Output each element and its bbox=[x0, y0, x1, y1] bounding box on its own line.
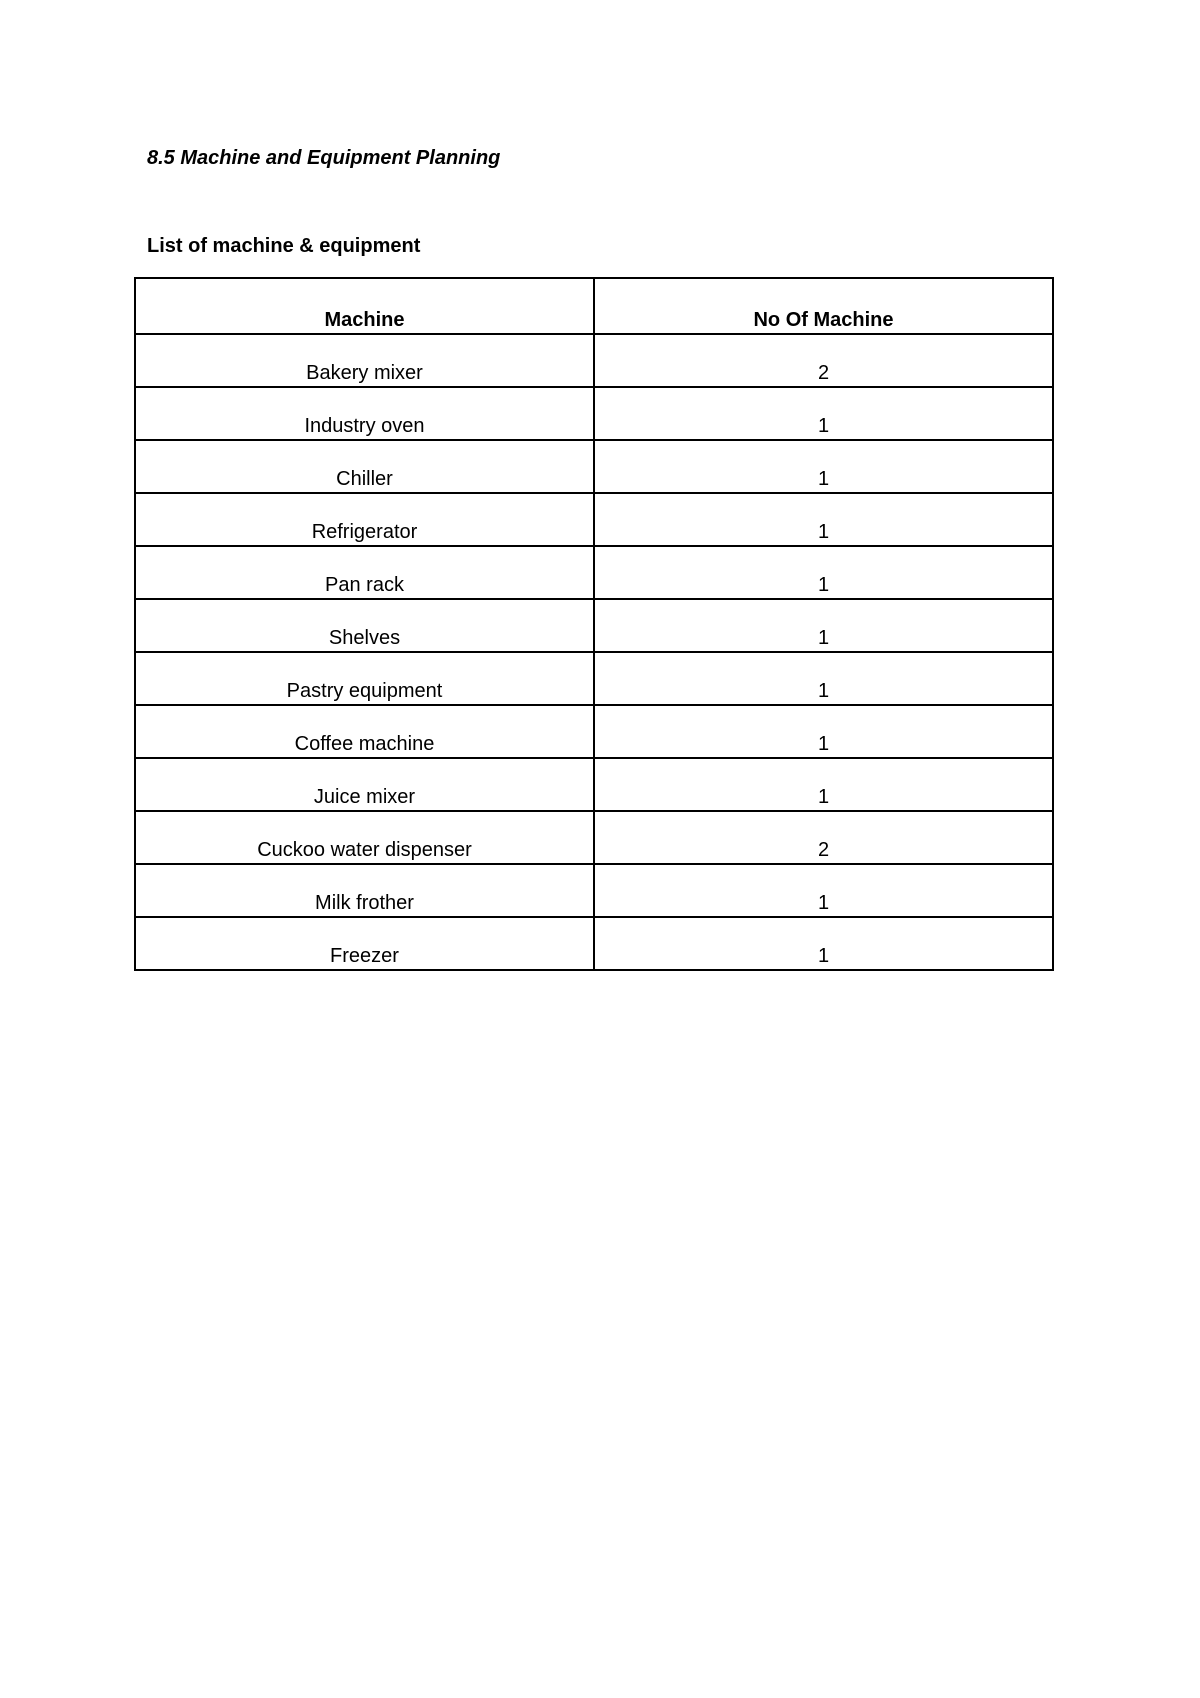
table-row bbox=[135, 440, 1053, 493]
count-cell: 1 bbox=[594, 546, 1053, 599]
machine-cell: Juice mixer bbox=[135, 758, 594, 811]
count-cell: 1 bbox=[594, 864, 1053, 917]
count-cell: 1 bbox=[594, 652, 1053, 705]
list-title: List of machine & equipment bbox=[147, 235, 421, 257]
count-cell: 1 bbox=[594, 493, 1053, 546]
table-row bbox=[135, 705, 1053, 758]
table-row bbox=[135, 387, 1053, 440]
table-header-row bbox=[135, 278, 1053, 334]
machine-cell: Pastry equipment bbox=[135, 652, 594, 705]
table-row bbox=[135, 917, 1053, 970]
machine-cell: Refrigerator bbox=[135, 493, 594, 546]
table-row bbox=[135, 599, 1053, 652]
machine-cell: Shelves bbox=[135, 599, 594, 652]
table-row bbox=[135, 546, 1053, 599]
count-cell: 1 bbox=[594, 705, 1053, 758]
table-row bbox=[135, 652, 1053, 705]
table-row bbox=[135, 758, 1053, 811]
count-cell: 2 bbox=[594, 334, 1053, 387]
header-machine: Machine bbox=[135, 278, 594, 334]
table-row bbox=[135, 493, 1053, 546]
machine-cell: Chiller bbox=[135, 440, 594, 493]
machine-cell: Industry oven bbox=[135, 387, 594, 440]
count-cell: 1 bbox=[594, 917, 1053, 970]
count-cell: 1 bbox=[594, 599, 1053, 652]
section-title: 8.5 Machine and Equipment Planning bbox=[147, 147, 501, 169]
machine-cell: Cuckoo water dispenser bbox=[135, 811, 594, 864]
count-cell: 1 bbox=[594, 758, 1053, 811]
machine-cell: Bakery mixer bbox=[135, 334, 594, 387]
table-row bbox=[135, 864, 1053, 917]
machine-cell: Pan rack bbox=[135, 546, 594, 599]
table-row bbox=[135, 811, 1053, 864]
machine-cell: Coffee machine bbox=[135, 705, 594, 758]
equipment-table bbox=[134, 277, 1054, 971]
machine-cell: Milk frother bbox=[135, 864, 594, 917]
count-cell: 2 bbox=[594, 811, 1053, 864]
count-cell: 1 bbox=[594, 440, 1053, 493]
header-no-of-machine: No Of Machine bbox=[594, 278, 1053, 334]
table-row bbox=[135, 334, 1053, 387]
count-cell: 1 bbox=[594, 387, 1053, 440]
machine-cell: Freezer bbox=[135, 917, 594, 970]
